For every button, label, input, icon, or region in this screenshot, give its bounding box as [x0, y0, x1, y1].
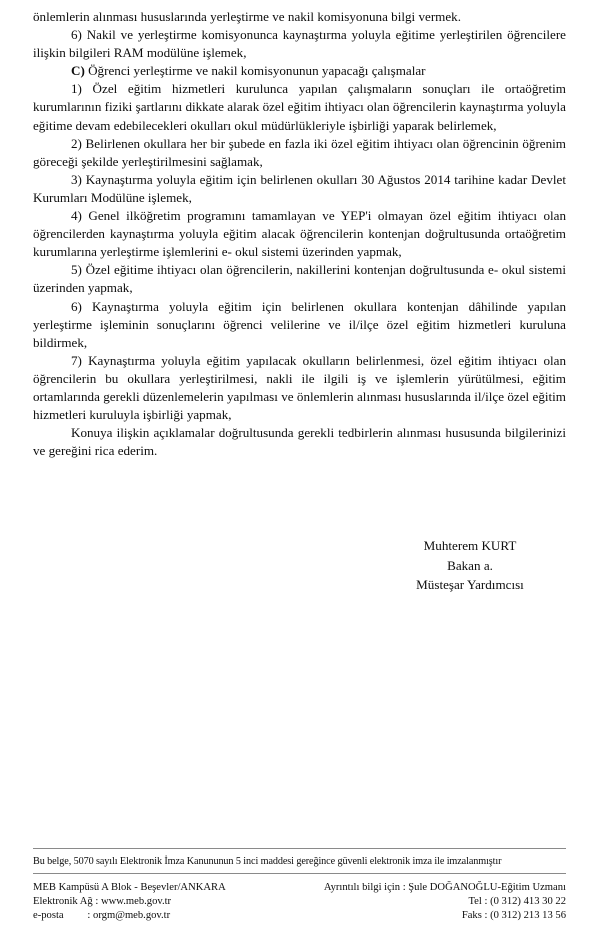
footer-address-block [33, 881, 226, 924]
paragraph-heading-c [33, 62, 566, 80]
footer-address-line: MEB Kampüsü A Blok - Beşevler/ANKARA [33, 882, 226, 893]
footer-contact-person-line: Ayrıntılı bilgi için : Şule DOĞANOĞLU-Eğitim Uzmanı [323, 882, 566, 893]
document-body [33, 8, 566, 460]
heading-c-text: Öğrenci yerleştirme ve nakil komisyonunun yapacağı çalışmalar [84, 63, 426, 79]
paragraph-item-5: 5) Özel eğitime ihtiyacı olan öğrencilerin, nakillerini kontenjan doğrultusunda e- okul sistemi üzerinden yapmak, [33, 262, 566, 296]
paragraph-item-6a: 6) Nakil ve yerleştirme komisyonunca kaynaştırma yoluyla eğitime yerleştirilen öğrencilere ilişkin bilgileri RAM modülüne işlemek, [33, 27, 566, 61]
footer-contact-block [324, 881, 566, 924]
footer-columns [33, 874, 566, 924]
page-footer [33, 848, 566, 924]
paragraph-continuation: önlemlerin alınması hususlarında yerleştirme ve nakil komisyonuna bilgi vermek. [33, 9, 461, 24]
signatory-name: Muhterem KURT [423, 538, 517, 553]
paragraph-item-1: 1) Özel eğitim hizmetleri kurulunca yapılan çalışmaların sonuçları ile ortaöğretim kurumlarının fiziki şartlarını dikkate alarak özel eğitim ihtiyacı olan öğrencilerin kaynaştırma yoluyla eğitime devam edebilecekleri okulları okul müdürlükleriyle işbirliği yaparak belirlemek, [33, 81, 566, 133]
paragraph-item-2: 2) Belirlenen okullara her bir şubede en fazla iki özel eğitim ihtiyacı olan öğrencinin öğrenim göreceği şekilde yerleştirilmesini sağlamak, [33, 135, 566, 169]
footer-phone-line: Tel : (0 312) 413 30 22 [468, 896, 566, 908]
footer-fax-line: Faks : (0 312) 213 13 56 [461, 910, 566, 922]
footer-website-line: Elektronik Ağ : www.meb.gov.tr [33, 896, 172, 908]
signatory-title: Müsteşar Yardımcısı [416, 577, 524, 592]
footer-email-line: e-posta : orgm@meb.gov.tr [33, 910, 171, 922]
paragraph-item-4: 4) Genel ilköğretim programını tamamlayan ve YEP'i olmayan özel eğitim ihtiyacı olan öğrencilerden kaynaştırma yoluyla eğitim alacak öğrencilerin kontenjan doğrultusunda ortaöğretim kurumlarına yerleştirme işlemlerini e- okul sistemi üzerinden yapmak, [33, 208, 566, 260]
signature-block [355, 536, 585, 595]
heading-c-marker: C) [71, 63, 85, 79]
signatory-on-behalf: Bakan a. [447, 557, 493, 573]
paragraph-item-3: 3) Kaynaştırma yoluyla eğitim için belirlenen okulları 30 Ağustos 2014 tarihine kadar Devlet Kurumları Modülüne işlemek, [33, 171, 566, 205]
paragraph-closing: Konuya ilişkin açıklamalar doğrultusunda gerekli tedbirlerin alınması hususunda bilgilerinizi ve gereğini rica ederim. [33, 425, 566, 459]
paragraph-item-7: 7) Kaynaştırma yoluyla eğitim yapılacak okulların belirlenmesi, özel eğitim ihtiyacı olan öğrencilerin bu okullara yerleştirilmesi, nakli ile ilgili iş ve işlemlerin yürütülmesi, eğitim ortamlarında gerekli düzenlemelerin yapılması ve önlemlerin alınması hususlarında il/ilçe özel eğitim hizmetleri kuruluyla işbirliği yapmak, [33, 352, 566, 423]
electronic-signature-note: Bu belge, 5070 sayılı Elektronik İmza Kanununun 5 inci maddesi gereğince güvenli elektronik imza ile imzalanmıştır [33, 856, 502, 867]
paragraph-item-6b: 6) Kaynaştırma yoluyla eğitim için belirlenen okullara kontenjan dâhilinde yapılan yerleştirme işleminin sonuçlarını öğrenci velilerine ve il/ilçe özel eğitim hizmetleri kuruluna bildirmek, [33, 298, 566, 350]
